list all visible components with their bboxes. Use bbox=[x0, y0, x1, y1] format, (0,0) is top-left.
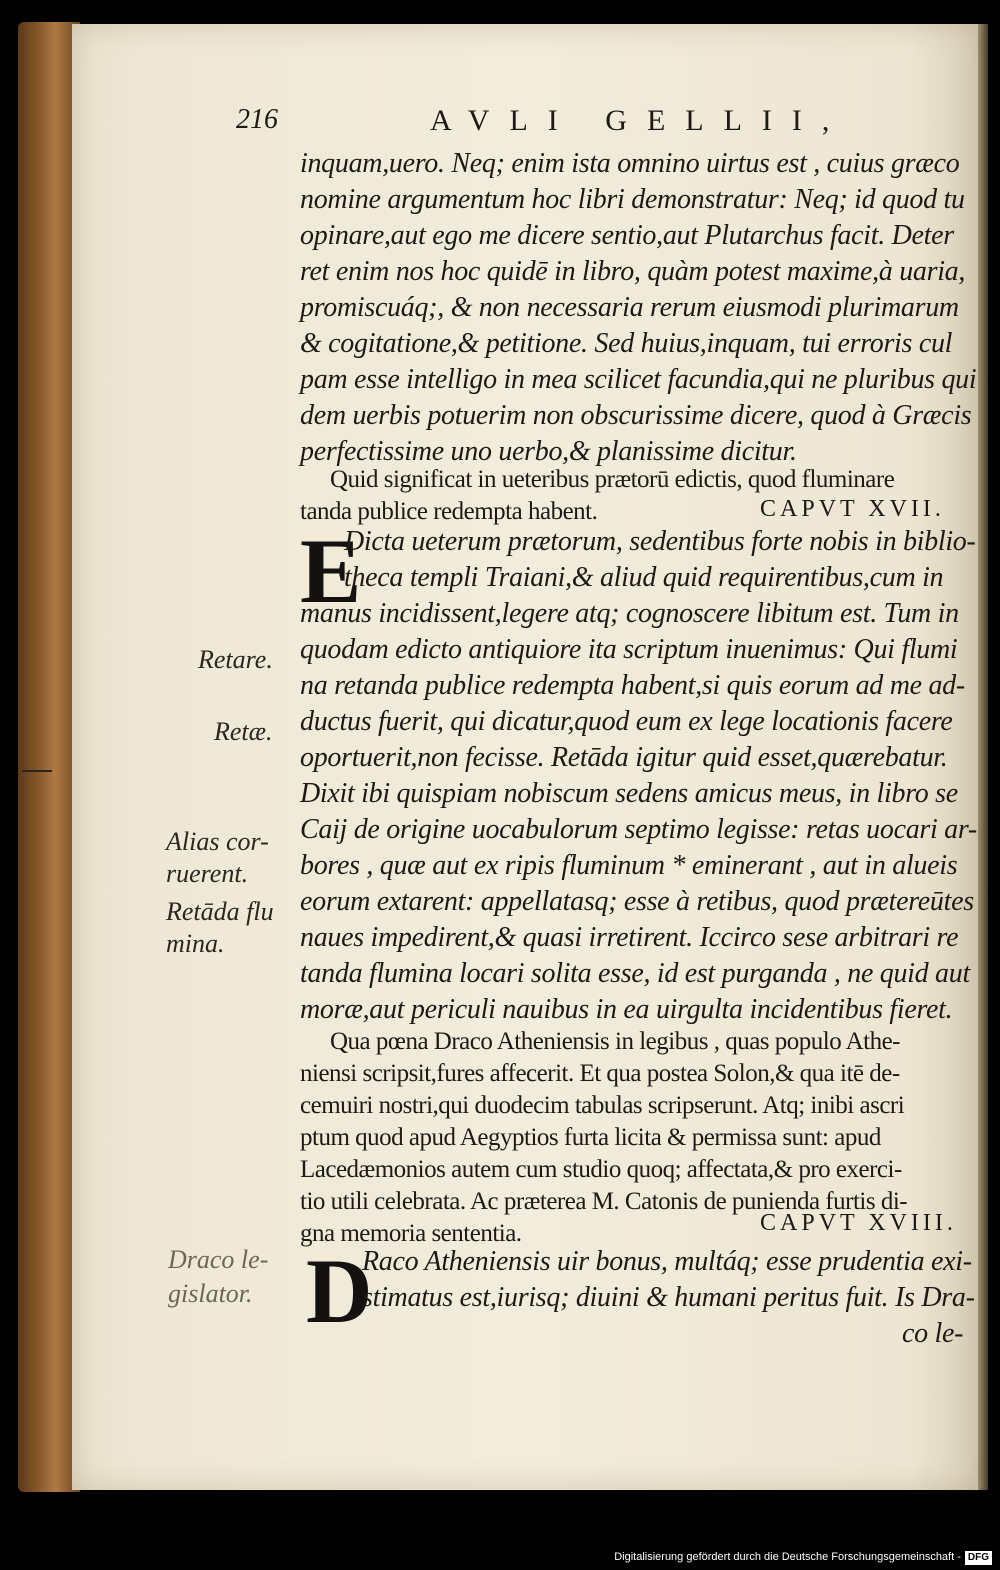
text-line: moræ,aut periculi nauibus in ea uirgulta incidentibus fieret. bbox=[300, 994, 953, 1025]
footer-credit: Digitalisierung gefördert durch die Deutsche Forschungsgemeinschaft - bbox=[614, 1551, 961, 1563]
page-number: 216 bbox=[236, 104, 278, 135]
chapter-summary-line: gna memoria sententia. bbox=[300, 1220, 522, 1247]
text-line: Dicta ueterum prætorum, sedentibus forte nobis in biblio- bbox=[344, 526, 976, 557]
margin-note: Retæ. bbox=[214, 717, 273, 746]
chapter-summary-line: niensi scripsit,fures affecerit. Et qua postea Solon,& qua itē de- bbox=[300, 1060, 900, 1087]
text-line: ret enim nos hoc quidē in libro, quàm potest maxime,à uaria, bbox=[300, 256, 966, 287]
text-line: oportuerit,non fecisse. Retāda igitur quid esset,quærebatur. bbox=[300, 742, 948, 773]
drop-cap: D bbox=[306, 1240, 373, 1342]
text-line: quodam edicto antiquiore ita scriptum inuenimus: Qui flumi bbox=[300, 634, 958, 665]
chapter-summary-line: Qua pœna Draco Atheniensis in legibus , quas populo Athe- bbox=[330, 1028, 901, 1055]
drop-cap: E bbox=[300, 520, 362, 622]
dfg-logo: DFG bbox=[965, 1551, 992, 1565]
chapter-summary-line: tio utili celebrata. Ac præterea M. Catonis de punienda furtis di- bbox=[300, 1188, 908, 1215]
text-line: tanda flumina locari solita esse, id est purganda , ne quid aut bbox=[300, 958, 970, 989]
digitization-footer bbox=[600, 1546, 1000, 1568]
text-line: ductus fuerit, qui dicatur,quod eum ex lege locationis facere bbox=[300, 706, 953, 737]
running-head: AVLI GELLII, bbox=[430, 104, 850, 137]
text-line: opinare,aut ego me dicere sentio,aut Plutarchus facit. Deter bbox=[300, 220, 954, 251]
margin-note: ruerent. bbox=[166, 859, 249, 888]
chapter-summary-line: Quid significat in ueteribus prætorū edictis, quod fluminare bbox=[330, 466, 895, 493]
text-line: bores , quæ aut ex ripis fluminum * eminerant , aut in alueis bbox=[300, 850, 958, 881]
chapter-heading: CAPVT XVIII. bbox=[760, 1210, 957, 1236]
text-line: eorum extarent: appellatasq; esse à retibus, quod prætereūtes bbox=[300, 886, 974, 917]
text-line: & cogitatione,& petitione. Sed huius,inquam, tui erroris cul bbox=[300, 328, 953, 359]
margin-mark bbox=[22, 770, 52, 772]
text-line: nomine argumentum hoc libri demonstratur: Neq; id quod tu bbox=[300, 184, 965, 215]
page-gutter bbox=[978, 24, 988, 1490]
text-line: pam esse intelligo in mea scilicet facundia,qui ne pluribus qui bbox=[300, 364, 977, 395]
chapter-summary-line: Lacedæmonios autem cum studio quoq; affectata,& pro exerci- bbox=[300, 1156, 902, 1183]
margin-note: Retare. bbox=[198, 645, 273, 674]
text-line: Dixit ibi quispiam nobiscum sedens amicus meus, in libro se bbox=[300, 778, 958, 809]
text-line: inquam,uero. Neq; enim ista omnino uirtus est , cuius græco bbox=[300, 148, 960, 179]
text-line: na retanda publice redempta habent,si quis eorum ad me ad- bbox=[300, 670, 965, 701]
text-line: dem uerbis potuerim non obscurissime dicere, quod à Græcis bbox=[300, 400, 972, 431]
text-line: promiscuáq;, & non necessaria rerum eiusmodi plurimarum bbox=[300, 292, 959, 323]
margin-note: Retāda flu bbox=[166, 897, 274, 926]
chapter-heading: CAPVT XVII. bbox=[760, 496, 945, 522]
text-line: Caij de origine uocabulorum septimo legisse: retas uocari ar- bbox=[300, 814, 977, 845]
text-line: perfectissime uno uerbo,& planissime dicitur. bbox=[300, 436, 797, 467]
text-line: stimatus est,iurisq; diuini & humani peritus fuit. Is Dra- bbox=[362, 1282, 975, 1313]
text-line: Raco Atheniensis uir bonus, multáq; esse prudentia exi- bbox=[362, 1246, 972, 1277]
margin-note: Draco le- bbox=[168, 1245, 269, 1274]
book-fore-edge bbox=[18, 22, 80, 1492]
chapter-summary-line: tanda publice redempta habent. bbox=[300, 498, 598, 525]
chapter-summary-line: cemuiri nostri,qui duodecim tabulas scripserunt. Atq; inibi ascri bbox=[300, 1092, 905, 1119]
chapter-summary-line: ptum quod apud Aegyptios furta licita & permissa sunt: apud bbox=[300, 1124, 881, 1151]
margin-note: gislator. bbox=[168, 1279, 253, 1308]
text-line: naues impedirent,& quasi irretirent. Iccirco sese arbitrari re bbox=[300, 922, 959, 953]
margin-note: mina. bbox=[166, 929, 225, 958]
text-line: manus incidissent,legere atq; cognoscere libitum est. Tum in bbox=[300, 598, 959, 629]
catchword: co le- bbox=[902, 1318, 964, 1349]
margin-note: Alias cor- bbox=[166, 827, 269, 856]
text-line: theca templi Traiani,& aliud quid requirentibus,cum in bbox=[344, 562, 944, 593]
